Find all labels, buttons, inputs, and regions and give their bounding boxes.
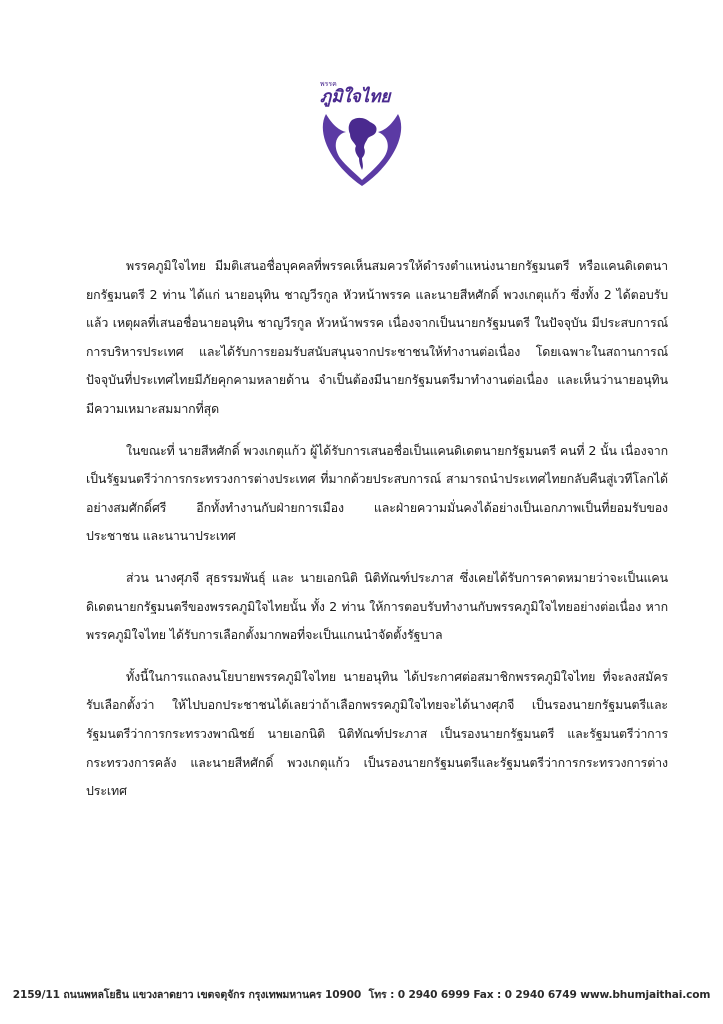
heart-map-of-thailand-icon — [312, 74, 412, 192]
paragraph-4: ทั้งนี้ในการแถลงนโยบายพรรคภูมิใจไทย นายอนุทิน ได้ประกาศต่อสมาชิกพรรคภูมิใจไทย ที่จะลงสมัครรับเลือกตั้งว่า ให้ไปบอกประชาชนได้เลยว่าถ้าเลือกพรรคภูมิใจไทยจะได้นางศุภจี เป็นรองนายกรัฐมนตรีและรัฐมนตรีว่าการกระทรวงพาณิชย์ นายเอกนิติ นิติทัณฑ์ประภาส เป็นรองนายกรัฐมนตรี และรัฐมนตรีว่าการกระทรวงการคลัง และนายสีหศักดิ์ พวงเกตุแก้ว เป็นรองนายกรัฐมนตรีและรัฐมนตรีว่าการกระทรวงการต่างประเทศ — [86, 668, 668, 799]
letterhead-footer — [0, 986, 723, 1003]
statement-body — [86, 252, 668, 819]
paragraph-1: พรรคภูมิใจไทย มีมติเสนอชื่อบุคคลที่พรรคเห็นสมควรให้ดำรงตำแหน่งนายกรัฐมนตรี หรือแคนดิเดตนายกรัฐมนตรี 2 ท่าน ได้แก่ นายอนุทิน ชาญวีรกูล หัวหน้าพรรค และนายสีหศักดิ์ พวงเกตุแก้ว ซึ่งทั้ง 2 ได้ตอบรับแล้ว เหตุผลที่เสนอชื่อนายอนุทิน ชาญวีรกูล หัวหน้าพรรค เนื่องจากเป็นนายกรัฐมนตรี ในปัจจุบัน มีประสบการณ์การบริหารประเทศ และได้รับการยอมรับสนับสนุนจากประชาชนให้ทำงานต่อเนื่อง โดยเฉพาะในสถานการณ์ปัจจุบันที่ประเทศไทยมีภัยคุกคามหลายด้าน จำเป็นต้องมีนายกรัฐมนตรีมาทำงานต่อเนื่อง และเห็นว่านายอนุทิน มีความเหมาะสมมากที่สุด — [86, 258, 668, 416]
party-logo — [312, 74, 412, 192]
logo-text: ภูมิใจไทย — [320, 87, 391, 107]
thailand-map-shape — [349, 118, 377, 170]
logo-small-text: พรรค — [320, 80, 337, 88]
paragraph-3: ส่วน นางศุภจี สุธรรมพันธุ์ และ นายเอกนิติ นิติทัณฑ์ประภาส ซึ่งเคยได้รับการคาดหมายว่าจะเป็นแคนดิเดตนายกรัฐมนตรีของพรรคภูมิใจไทยนั้น ทั้ง 2 ท่าน ให้การตอบรับทำงานกับพรรคภูมิใจไทยอย่างต่อเนื่อง หากพรรคภูมิใจไทย ได้รับการเลือกตั้งมากพอที่จะเป็นแกนนำจัดตั้งรัฐบาล — [86, 569, 668, 643]
footer-address: 2159/11 ถนนพหลโยธิน แขวงลาดยาว เขตจตุจักร กรุงเทพมหานคร 10900 — [12, 989, 362, 1001]
paragraph-2: ในขณะที่ นายสีหศักดิ์ พวงเกตุแก้ว ผู้ได้รับการเสนอชื่อเป็นแคนดิเดตนายกรัฐมนตรี คนที่ 2 นั้น เนื่องจากเป็นรัฐมนตรีว่าการกระทรวงการต่างประเทศ ที่มากด้วยประสบการณ์ สามารถนำประเทศไทยกลับคืนสู่เวทีโลกได้อย่างสมศักดิ์ศรี อีกทั้งทำงานกับฝ่ายการเมือง และฝ่ายความมั่นคงได้อย่างเป็นเอกภาพเป็นที่ยอมรับของประชาชน และนานาประเทศ — [86, 442, 668, 544]
footer-contact: โทร : 0 2940 6999 Fax : 0 2940 6749 www.bhumjaithai.com — [368, 989, 711, 1001]
